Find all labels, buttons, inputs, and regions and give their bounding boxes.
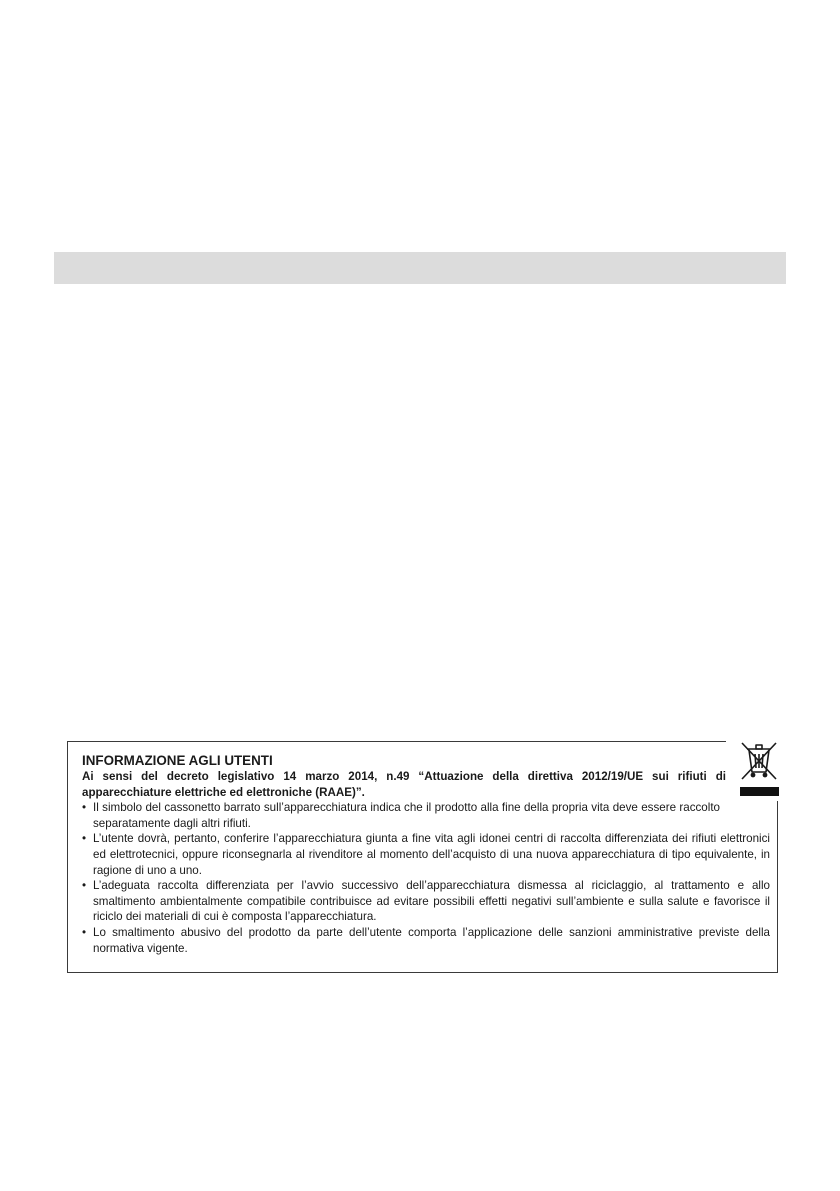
list-item: • L’utente dovrà, pertanto, conferire l’apparecchiatura giunta a fine vita agli idonei centri di raccolta differenziata dei rifiuti elettronici ed elettrotecnici, oppure riconsegnarla al rivenditore al momento dell’acquisto di una nuova apparecchiatura di tipo equivalente, in ragione di uno a uno. <box>82 831 770 878</box>
notice-content <box>82 753 770 956</box>
notice-bullet-list <box>82 800 770 956</box>
notice-title: INFORMAZIONE AGLI UTENTI <box>82 753 273 768</box>
section-header-bar <box>54 252 786 284</box>
list-item: • Lo smaltimento abusivo del prodotto da parte dell’utente comporta l’applicazione delle sanzioni amministrative previste della normativa vigente. <box>82 925 770 956</box>
list-item: • Il simbolo del cassonetto barrato sull’apparecchiatura indica che il prodotto alla fine della propria vita deve essere raccolto separatamente dagli altri rifiuti. <box>82 800 770 831</box>
weee-notice-box <box>67 741 778 973</box>
list-item: • L’adeguata raccolta differenziata per l’avvio successivo dell’apparecchiatura dismessa al riciclaggio, al trattamento e allo smaltimento ambientalmente compatibile contribuisce ad evitare possibili effetti negativi sull’ambiente e sulla salute e favorisce il riciclo dei materiali di cui è composta l’apparecchiatura. <box>82 878 770 925</box>
notice-subtitle: Ai sensi del decreto legislativo 14 marzo 2014, n.49 “Attuazione della direttiva 2012/19/UE sui rifiuti di apparecchiature elettriche ed elettroniche (RAAE)”. <box>82 770 726 799</box>
crossed-out-wheelie-bin-icon <box>738 737 781 799</box>
